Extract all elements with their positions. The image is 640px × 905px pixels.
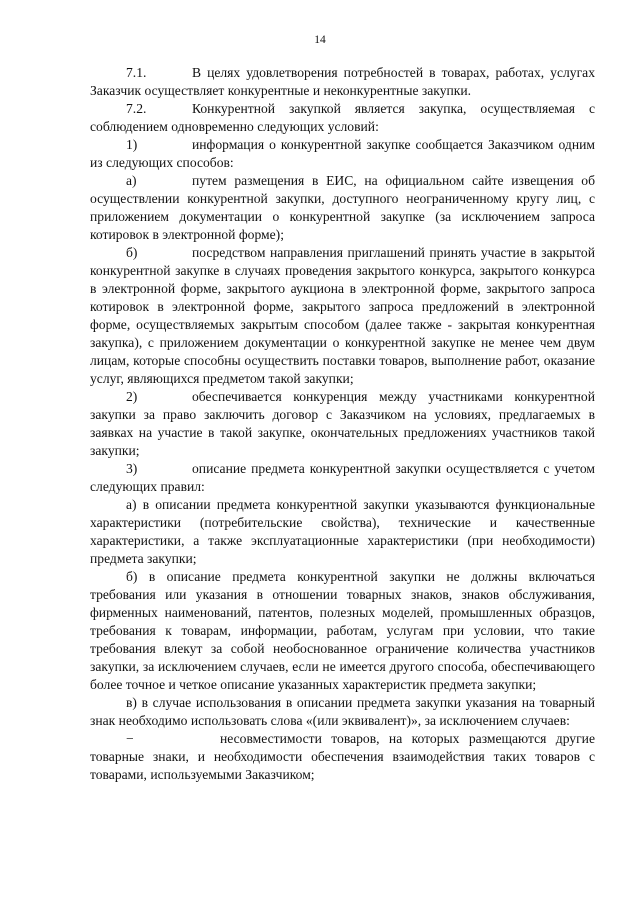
rule-text: а) в описании предмета конкурентной закупки указываются функциональные характеристики (потребительские свойства), технические и качественные характеристики, а также эксплуатационные характеристики (при необходимости) предмета закупки; <box>90 497 595 566</box>
list-text: обеспечивается конкуренция между участниками конкурентной закупки за право заключить договор с Заказчиком на условиях, предлагаемых в заявках на участие в такой закупке, окончательных предложениях участников такой закупки; <box>90 389 595 458</box>
list-item-1a <box>90 172 595 244</box>
rule-b <box>90 568 595 694</box>
paragraph-text: Конкурентной закупкой является закупка, осуществляемая с соблюдением одновременно следующих условий: <box>90 101 595 134</box>
list-item-2 <box>90 388 595 460</box>
list-item-3 <box>90 460 595 496</box>
dash-text: несовместимости товаров, на которых размещаются другие товарные знаки, и необходимости обеспечения взаимодействия таких товаров с товарами, используемыми Заказчиком; <box>90 731 595 782</box>
list-item-1 <box>90 136 595 172</box>
list-text: посредством направления приглашений принять участие в закрытой конкурентной закупке в случаях проведения закрытого конкурса, закрытого конкурса в электронной форме, закрытого аукциона в электронной форме, закрытого запроса котировок в электронной форме, закрытого запроса предложений в электронной форме, осуществляемых закрытым способом (далее также - закрытая конкурентная закупка), с приложением документации о конкурентной закупке не менее чем двум лицам, которые способны осуществить поставки товаров, выполнение работ, оказание услуг, являющихся предметом такой закупки; <box>90 245 595 386</box>
paragraph-marker: 7.1. <box>126 65 147 80</box>
rule-text: в) в случае использования в описании предмета закупки указания на товарный знак необходимо использовать слова «(или эквивалент)», за исключением случаев: <box>90 695 595 728</box>
dash-item <box>90 730 595 784</box>
list-marker: а) <box>126 173 137 188</box>
list-marker: 1) <box>126 137 138 152</box>
list-marker: б) <box>126 245 138 260</box>
paragraph-marker: 7.2. <box>126 101 147 116</box>
rule-a <box>90 496 595 568</box>
list-text: информация о конкурентной закупке сообщается Заказчиком одним из следующих способов: <box>90 137 595 170</box>
rule-text: б) в описание предмета конкурентной закупки не должны включаться требования или указания в отношении товарных знаков, знаков обслуживания, фирменных наименований, патентов, полезных моделей, промышленных образцов, требования к товарам, информации, работам, услугам при условии, что такие требования влекут за собой необоснованное ограничение количества участников закупки, за исключением случаев, если не имеется другого способа, обеспечивающего более точное и четкое описание указанных характеристик предмета закупки; <box>90 569 595 692</box>
rule-c <box>90 694 595 730</box>
list-item-1b <box>90 244 595 388</box>
list-marker: 2) <box>126 389 138 404</box>
list-marker: 3) <box>126 461 138 476</box>
paragraph-7-1 <box>90 64 595 100</box>
page-number: 14 <box>314 34 326 46</box>
document-body <box>90 64 595 784</box>
paragraph-7-2 <box>90 100 595 136</box>
paragraph-text: В целях удовлетворения потребностей в товарах, работах, услугах Заказчик осуществляет конкурентные и неконкурентные закупки. <box>90 65 595 98</box>
list-text: путем размещения в ЕИС, на официальном сайте извещения об осуществлении конкурентной закупки, доступного неограниченному кругу лиц, с приложением документации о конкурентной закупке (за исключением запроса котировок в электронной форме); <box>90 173 595 242</box>
dash-marker: − <box>126 731 134 746</box>
list-text: описание предмета конкурентной закупки осуществляется с учетом следующих правил: <box>90 461 595 494</box>
